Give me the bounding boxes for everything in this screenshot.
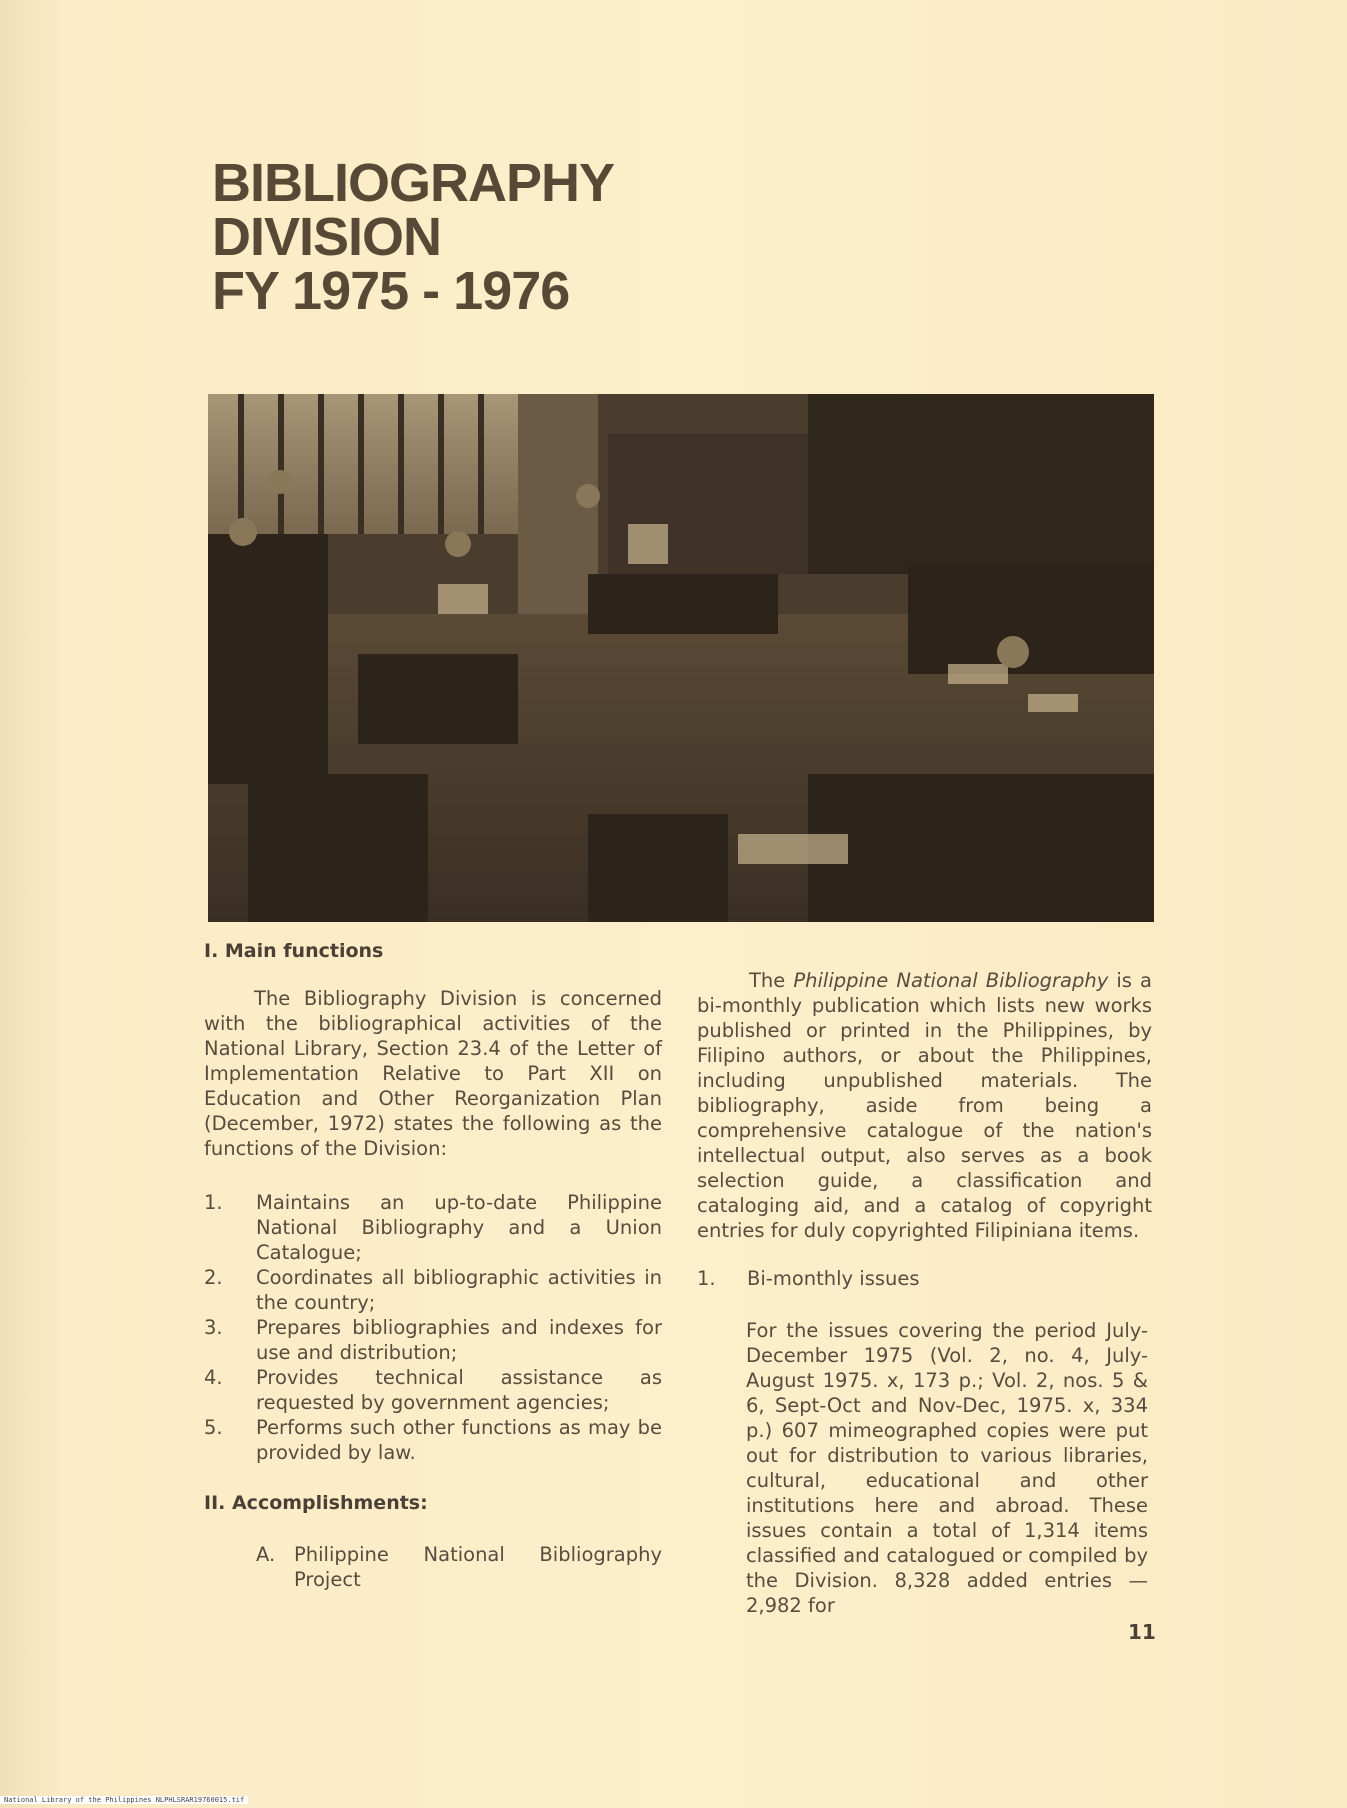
main-functions-intro: The Bibliography Division is concerned with the bibliographical activities of the National Library, Section 23.4 of the Letter of Implementation Relative to Part XII on Education and Other Reorganization Plan (December, 1972) states the following as the functions of the Division: xyxy=(204,987,662,1160)
function-item-5 xyxy=(204,1415,662,1465)
office-photograph xyxy=(208,394,1154,922)
function-item-1 xyxy=(204,1190,662,1264)
section-heading-accomplishments: II. Accomplishments: xyxy=(204,1492,428,1514)
section-heading-main-functions: I. Main functions xyxy=(204,940,384,962)
function-item-3 xyxy=(204,1315,662,1365)
function-item-2-number: 2. xyxy=(204,1266,223,1289)
accomplishment-item-a xyxy=(256,1542,662,1592)
function-item-1-number: 1. xyxy=(204,1191,223,1214)
function-item-4 xyxy=(204,1365,662,1415)
title-line-2: DIVISION xyxy=(212,207,442,267)
function-item-4-number: 4. xyxy=(204,1366,223,1389)
accomplishment-item-a-text: Philippine National Bibliography Project xyxy=(294,1543,662,1591)
photo-illustration xyxy=(208,394,1154,922)
bimonthly-issues-paragraph: For the issues covering the period July-December 1975 (Vol. 2, no. 4, July-August 1975. x, 173 p.; Vol. 2, nos. 5 & 6, Sept-Oct and Nov-Dec, 1975. x, 334 p.) 607 mimeographed copies were put out for distribution to various libraries, cultural, educational and other institutions here and abroad. These issues contain a total of 1,314 items classified and catalogued or compiled by the Division. 8,328 added entries — 2,982 for xyxy=(746,1319,1148,1617)
pnb-title-italic: Philippine National Bibliography xyxy=(793,969,1109,992)
right-item-1-label: Bi-monthly issues xyxy=(747,1267,920,1290)
page-number: 11 xyxy=(1128,1620,1156,1644)
page-title xyxy=(212,153,615,321)
right-item-1-number: 1. xyxy=(697,1267,716,1290)
function-item-5-number: 5. xyxy=(204,1416,223,1439)
right-item-1 xyxy=(697,1266,1152,1292)
accomplishment-item-a-label: A. xyxy=(256,1543,276,1566)
function-item-4-text: Provides technical assistance as requested by government agencies; xyxy=(256,1366,662,1414)
function-item-2 xyxy=(204,1265,662,1315)
function-item-3-text: Prepares bibliographies and indexes for use and distribution; xyxy=(256,1316,662,1364)
pnb-description-body: is a bi-monthly publication which lists new works published or printed in the Philippines, by Filipino authors, or about the Philippines, including unpublished materials. The bibliography, aside from being a comprehensive catalogue of the nation's intellectual output, also serves as a book selection guide, a classification and cataloging aid, and a catalog of copyright entries for duly copyrighted Filipiniana items. xyxy=(697,969,1152,1242)
title-line-3: FY 1975 - 1976 xyxy=(212,261,570,321)
function-item-1-text: Maintains an up-to-date Philippine National Bibliography and a Union Catalogue; xyxy=(256,1191,662,1264)
function-item-3-number: 3. xyxy=(204,1316,223,1339)
pnb-description xyxy=(697,968,1152,1243)
scan-footer-label: National Library of the Philippines NLPHLSRAR19760015.tif xyxy=(0,1796,248,1804)
pnb-description-pre: The xyxy=(749,969,786,992)
function-item-2-text: Coordinates all bibliographic activities in the country; xyxy=(256,1266,662,1314)
title-line-1: BIBLIOGRAPHY xyxy=(212,153,615,213)
function-item-5-text: Performs such other functions as may be provided by law. xyxy=(256,1416,662,1464)
